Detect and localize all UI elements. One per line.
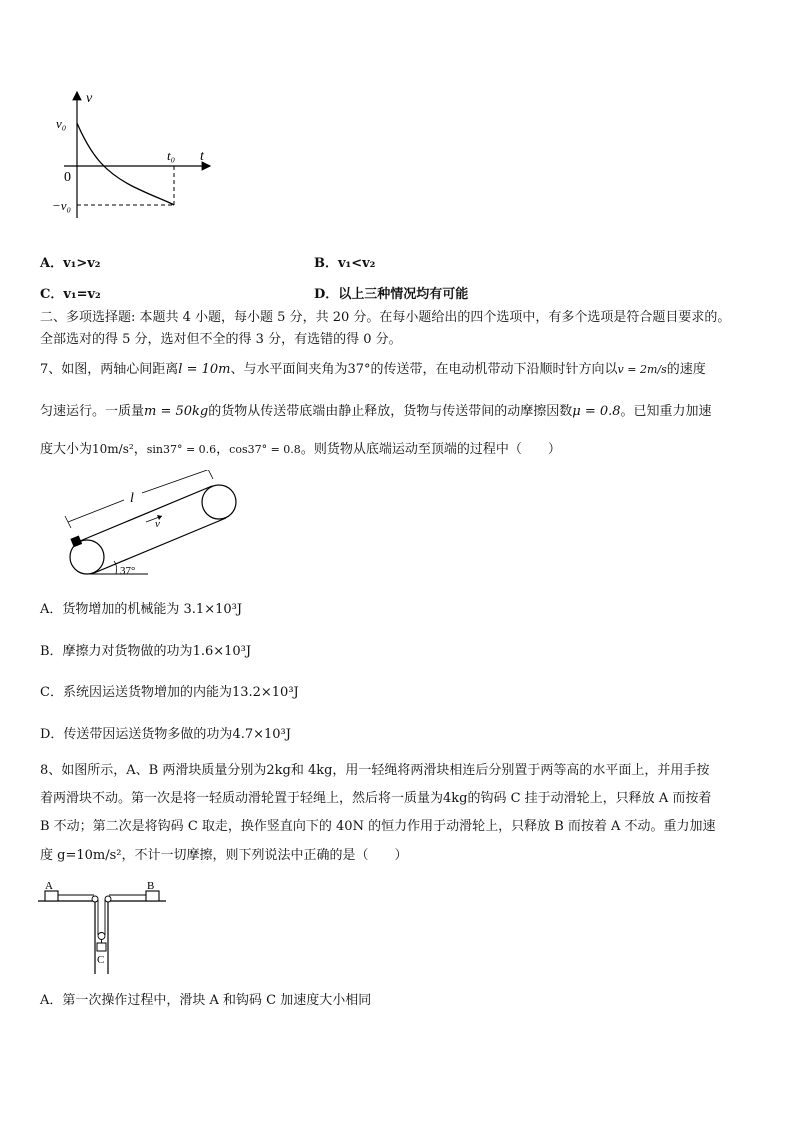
q7-line1: 7、如图，两轴心间距离l = 10m、与水平面间夹角为37°的传送带，在电动机带动下沿顺时针方向以v = 2m/s的速度: [40, 362, 706, 377]
q8-line3: B 不动；第二次是将钩码 C 取走，换作竖直向下的 40N 的恒力作用于动滑轮上，只释放 B 而按着 A 不动。重力加速: [40, 819, 716, 834]
q8-line2: 着两滑块不动。第一次是将一轻质动滑轮置于轻绳上，然后将一质量为4kg的钩码 C 挂于动滑轮上，只释放 A 而按着: [40, 791, 712, 806]
vt-curve: [77, 123, 174, 205]
q7-line2: 匀速运行。一质量m = 50kg的货物从传送带底端由静止释放，货物与传送带间的动摩擦因数μ = 0.8。已知重力加速: [40, 404, 712, 419]
conveyor-tick-right: [207, 470, 213, 479]
q8-line4: 度 g=10m/s²，不计一切摩擦，则下列说法中正确的是（ ）: [40, 848, 408, 863]
block-a-label: A: [45, 880, 53, 892]
right-corner-pulley: [105, 896, 111, 902]
weight-c-label: C: [97, 954, 105, 966]
vt-axis-t: t: [200, 149, 204, 164]
movable-pulley: [98, 933, 105, 940]
prev-option-b: B．v₁<v₂: [314, 256, 376, 271]
q8-line1: 8、如图所示，A、B 两滑块质量分别为2kg和 4kg，用一轻绳将两滑块相连后分别置于两等高的水平面上，并用手按: [40, 763, 710, 778]
conveyor-top-pulley: [202, 485, 236, 519]
vt-negv0-label: −v₀: [52, 198, 72, 213]
conveyor-angle-label: 37°: [120, 565, 136, 577]
q7-option-d: D．传送带因运送货物多做的功为4.7×10³J: [40, 727, 291, 742]
q7-option-c: C．系统因运送货物增加的内能为13.2×10³J: [40, 685, 299, 700]
conveyor-belt-bottom: [94, 518, 226, 573]
prev-option-d: D．以上三种情况均有可能: [314, 287, 469, 302]
prev-option-c: C．v₁=v₂: [40, 287, 101, 302]
vt-graph: [52, 88, 222, 223]
q7-line3: 度大小为10m/s²，sin37° = 0.6，cos37° = 0.8。则货物从底端运动至顶端的过程中（ ）: [40, 442, 561, 457]
prev-option-a: A．v₁>v₂: [40, 256, 101, 271]
section2-line2: 全部选对的得 5 分，选对但不全的得 3 分，有选错的得 0 分。: [40, 332, 402, 347]
vt-v0-label: v₀: [56, 116, 67, 131]
weight-c: [97, 943, 106, 951]
conveyor-belt-top: [80, 486, 212, 541]
conveyor-length-line-right: [142, 470, 210, 493]
block-a: [45, 891, 58, 901]
q7-option-b: B．摩擦力对货物做的功为1.6×10³J: [40, 644, 252, 659]
left-corner-pulley: [92, 896, 98, 902]
conveyor-angle-arc: [114, 561, 117, 574]
pulley-figure: [38, 878, 168, 974]
vt-t0-label: t₀: [167, 148, 176, 163]
conveyor-figure: [58, 470, 238, 582]
q7-option-a: A．货物增加的机械能为 3.1×10³J: [40, 602, 243, 617]
conveyor-tick-left: [65, 516, 71, 528]
conveyor-l-label: l: [130, 491, 134, 506]
vt-origin-label: 0: [64, 170, 71, 185]
block-b: [146, 891, 159, 901]
conveyor-length-line-left: [68, 500, 124, 522]
block-b-label: B: [147, 880, 155, 892]
vt-axis-v: v: [86, 91, 93, 106]
section2-line1: 二、多项选择题: 本题共 4 小题，每小题 5 分，共 20 分。在每小题给出的四个选项中，有多个选项是符合题目要求的。: [40, 310, 731, 325]
q8-option-a: A．第一次操作过程中，滑块 A 和钩码 C 加速度大小相同: [40, 993, 372, 1008]
conveyor-v-label: v: [155, 518, 160, 530]
